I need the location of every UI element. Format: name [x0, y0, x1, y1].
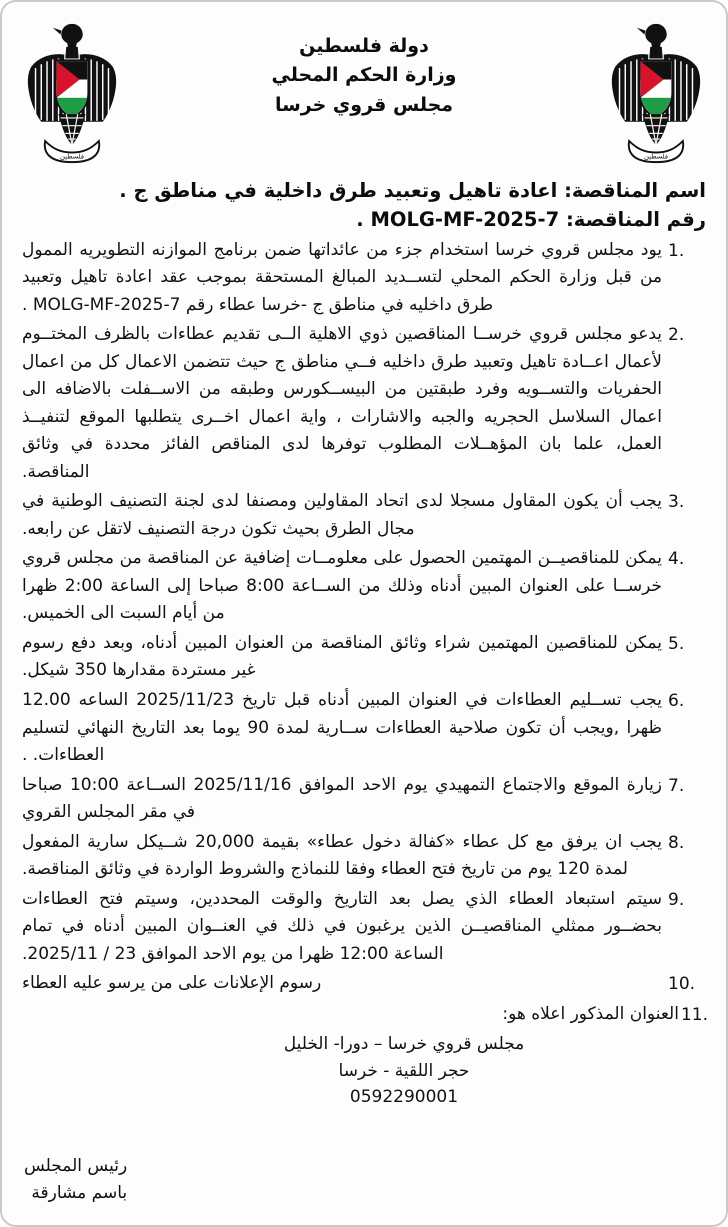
clause-item — [22, 545, 708, 628]
clause-marker: 8. — [668, 832, 685, 853]
council-name: مجلس قروي خرسا — [274, 93, 454, 116]
clause-text: يجب ان يرفق مع كل عطاء «كفالة دخول عطاء» بقيمة 20,000 شــيكل سارية المفعول لمدة 120 يوم من تاريخ فتح العطاء وفقا للنماذج والشروط الواردة في وثائق المناقصة. — [22, 831, 662, 880]
clause-item — [22, 321, 708, 486]
clause-marker: 5. — [668, 633, 685, 654]
clause-item — [22, 970, 708, 999]
svg-text:فلسطين: فلسطين — [59, 152, 85, 161]
clause-marker: 6. — [668, 691, 685, 711]
clause-marker: 1. — [668, 240, 685, 261]
signatory-role: رئيس المجلس — [24, 1155, 128, 1176]
clause-item — [22, 237, 708, 320]
tender-name-line: اسم المناقصة: اعادة تاهيل وتعبيد طرق داخلية في مناطق ج . — [119, 179, 706, 202]
tender-number-value: MOLG-MF-2025-7 — [370, 208, 560, 232]
clause-item — [22, 772, 708, 827]
tender-title-block — [16, 176, 712, 235]
clause-marker: 11. — [680, 1004, 708, 1025]
palestine-coat-of-arms-icon-left — [24, 18, 120, 168]
contact-phone: 0592290001 — [349, 1087, 459, 1108]
tender-number-suffix: . — [356, 208, 364, 232]
clause-marker: 4. — [668, 549, 685, 570]
clause-item — [22, 687, 708, 770]
address-block — [16, 1031, 712, 1110]
tender-number-line — [22, 205, 706, 234]
clause-marker: 7. — [668, 775, 685, 796]
svg-text:فلسطين: فلسطين — [643, 152, 669, 161]
signatory-name: باسم مشارقة — [31, 1182, 128, 1203]
document-header — [16, 12, 712, 172]
clause-text: العنوان المذكور اعلاه هو: — [502, 1003, 679, 1024]
clause-item — [22, 630, 708, 685]
clause-text: زيارة الموقع والاجتماع التمهيدي يوم الاحد الموافق 2025/11/16 الســاعة 10:00 صباحا في مقر المجلس القروي — [22, 774, 663, 823]
clause-list — [16, 237, 712, 1030]
clause-text: رسوم الإعلانات على من يرسو عليه العطاء — [22, 973, 322, 994]
palestine-coat-of-arms-icon-right — [608, 18, 704, 168]
clause-text: يجب أن يكون المقاول مسجلا لدى اتحاد المقاولين ومصنفا لدى لجنة التصنيف الوطنية في مجال الطرق بحيث تكون درجة التصنيف لاتقل عن رابعه. — [22, 491, 662, 539]
clause-text: سيتم استبعاد العطاء الذي يصل بعد التاريخ والوقت المحددين، وسيتم فتح العطاءات بحضــور ممثلي المناقصيــن الذين يرغبون في ذلك في العنــوان المبين أدناه في تمام الساعة 12:00 ظهرا من يوم الاحد الموافق 23 / 2025/11. — [22, 888, 662, 964]
clause-text: يجب تســليم العطاءات في العنوان المبين أدناه قبل تاريخ 2025/11/23 الساعه 12.00 ظهرا ,ويجب أن تكون صلاحية العطاءات ســارية لمدة 90 يوما بعد التاريخ النهائي لتسليم العطاءات. . — [22, 690, 662, 766]
clause-item — [22, 829, 708, 884]
address-line-1: مجلس قروي خرسا – دورا- الخليل — [283, 1034, 525, 1055]
clause-marker: 9. — [668, 889, 685, 910]
header-title-block — [120, 18, 608, 120]
clause-item — [22, 488, 708, 543]
state-name: دولة فلسطين — [299, 35, 429, 57]
clause-item — [22, 886, 708, 969]
clause-text: يمكن للمناقصيــن المهتمين الحصول على معلومــات إضافية عن المناقصة من مجلس قروي خرســا على العنوان المبين أدناه وذلك من الســاعة 8:00 صباحا إلى الساعة 2:00 ظهرا من أيام السبت الى الخميس. — [22, 548, 662, 624]
clause-item — [22, 1001, 708, 1030]
address-line-2: حجر اللقية - خرسا — [338, 1060, 470, 1081]
clause-text: يمكن للمناقصين المهتمين شراء وثائق المناقصة من العنوان المبين أدناه، وبعد دفع رسوم غير مستردة مقدارها 350 شيكل. — [22, 632, 662, 681]
clause-text: يدعو مجلس قروي خرســا المناقصين ذوي الاهلية الــى تقديم عطاءات بالظرف المختــوم لأعمال اعــادة تاهيل وتعبيد طرق داخليه فــي مناطق ج حيث تتضمن الاعمال كل من اعمال الحفريات والتســويه وفرد طبقتين من البيســكورس وطبقه من الاســفلت بالاضافه الى اعمال السلاسل الحجريه والجبه والاشارات ، واية اعمال اخــرى يتطلبها الموقع لتنفيــذ العمل، علما بان المؤهــلات المطلوب توفرها لدى المناقص الفائز محددة في وثائق المناقصة. — [22, 324, 662, 482]
ministry-name: وزارة الحكم المحلي — [271, 64, 457, 87]
tender-number-label: رقم المناقصة: — [565, 208, 706, 232]
signature-block — [24, 1153, 127, 1207]
clause-marker: 2. — [668, 325, 685, 346]
clause-marker: 10. — [668, 974, 696, 995]
clause-text: يود مجلس قروي خرسا استخدام جزء من عائداتها ضمن برنامج الموازنه التطويريه الممول من قبل وزارة الحكم المحلي لتســديد المبالغ المستحقة بموجب عقد اعادة تاهيل وتعبيد طرق داخليه في مناطق ج -خرسا عطاء رقم MOLG-MF-2025-7 . — [22, 239, 662, 315]
clause-marker: 3. — [668, 492, 685, 513]
